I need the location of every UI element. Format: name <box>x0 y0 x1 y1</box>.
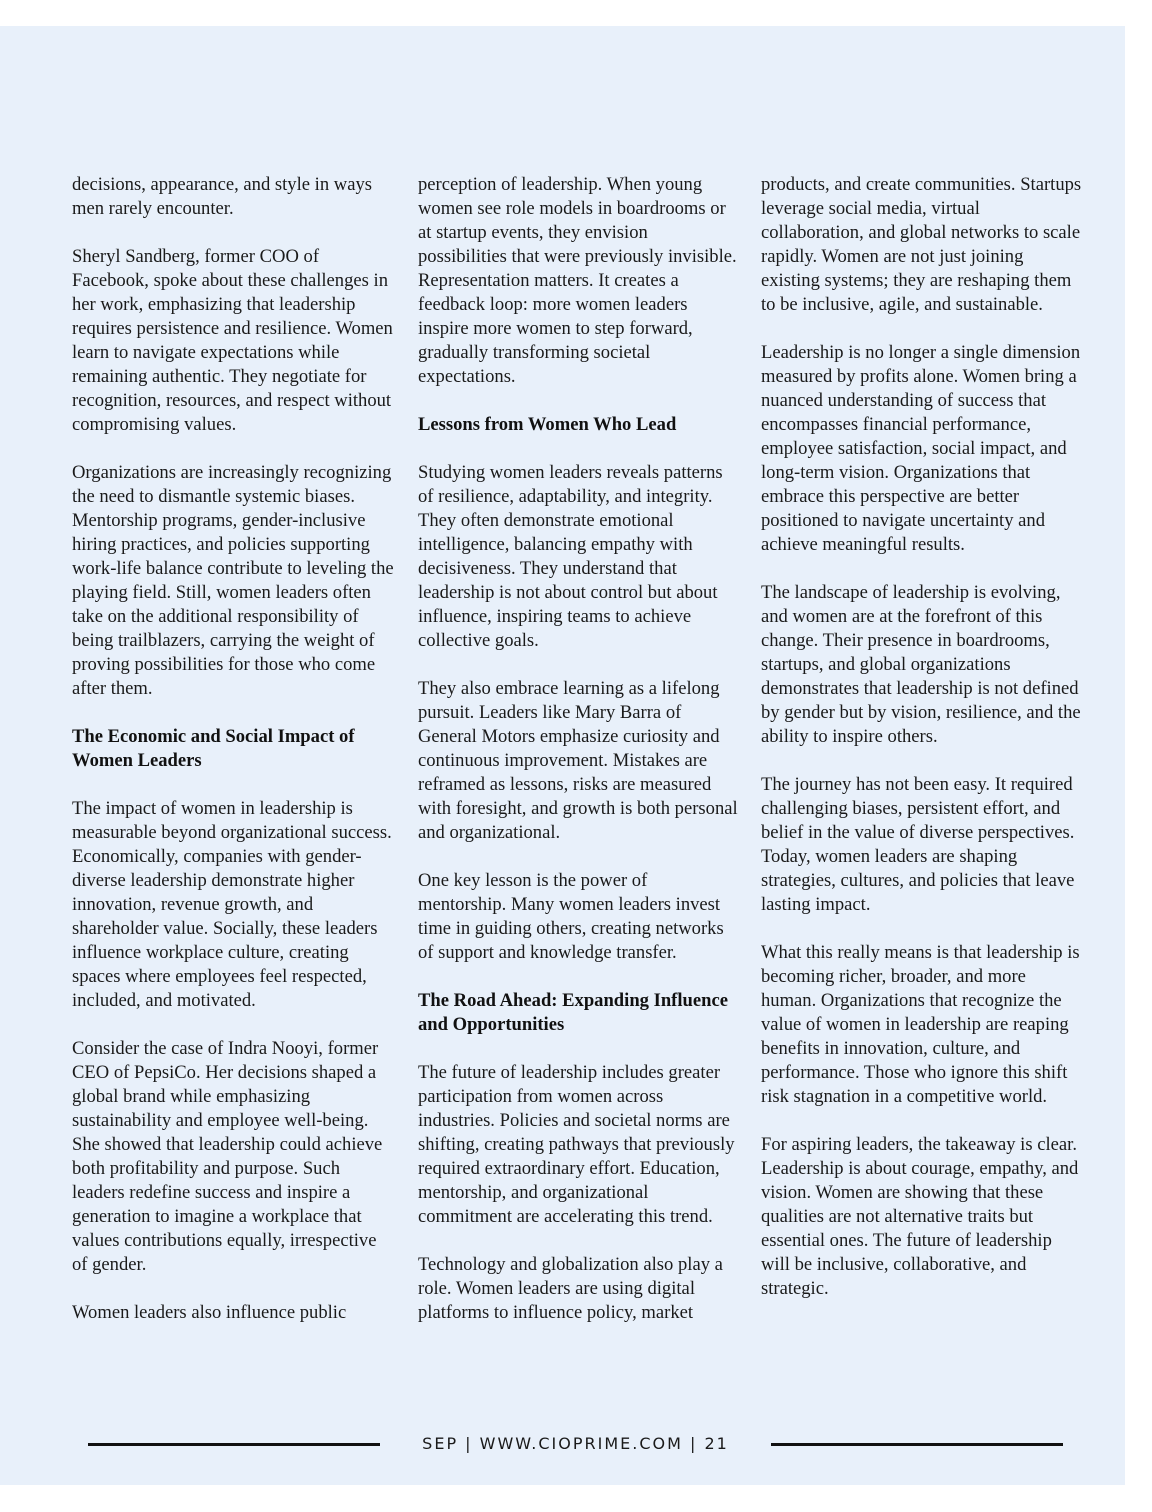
section-heading: The Road Ahead: Expanding Influence and Opportunities <box>418 990 728 1035</box>
paragraph: For aspiring leaders, the takeaway is clear. Leadership is about courage, empathy, and vision. Women are showing that these qualities are not alternative traits but essential ones. The future of leadership will be inclusive, collaborative, and strategic. <box>761 1134 1079 1299</box>
article-column-3 <box>761 173 1083 1325</box>
paragraph: Leadership is no longer a single dimension measured by profits alone. Women bring a nuanced understanding of success that encompasses financial performance, employee satisfaction, social impact, and long-term vision. Organizations that embrace this perspective are better positioned to navigate uncertainty and achieve meaningful results. <box>761 342 1081 555</box>
section-heading: The Economic and Social Impact of Women Leaders <box>72 726 355 771</box>
paragraph: Studying women leaders reveals patterns of resilience, adaptability, and integrity. They often demonstrate emotional intelligence, balancing empathy with decisiveness. They understand that leadership is not about control but about influence, inspiring teams to achieve collective goals. <box>418 462 723 651</box>
article-column-1 <box>72 173 394 1349</box>
article-column-2 <box>418 173 740 1349</box>
paragraph: Sheryl Sandberg, former COO of Facebook, spoke about these challenges in her work, emphasizing that leadership requires persistence and resilience. Women learn to navigate expectations while remaining authentic. They negotiate for recognition, resources, and respect without compromising values. <box>72 246 393 435</box>
paragraph: What this really means is that leadership is becoming richer, broader, and more human. Organizations that recognize the value of women in leadership are reaping benefits in innovation, culture, and performance. Those who ignore this shift risk stagnation in a competitive world. <box>761 942 1080 1107</box>
paragraph: Consider the case of Indra Nooyi, former CEO of PepsiCo. Her decisions shaped a global brand while emphasizing sustainability and employee well-being. She showed that leadership could achieve both profitability and purpose. Such leaders redefine success and inspire a generation to imagine a workplace that values contributions equally, irrespective of gender. <box>72 1038 383 1275</box>
paragraph: The landscape of leadership is evolving, and women are at the forefront of this change. Their presence in boardrooms, startups, and global organizations demonstrates that leadership is not defined by gender but by vision, resilience, and the ability to inspire others. <box>761 582 1081 747</box>
footer-page-info: SEP | WWW.CIOPRIME.COM | 21 <box>422 1434 729 1453</box>
paragraph: decisions, appearance, and style in ways men rarely encounter. <box>72 174 372 219</box>
paragraph: They also embrace learning as a lifelong pursuit. Leaders like Mary Barra of General Motors emphasize curiosity and continuous improvement. Mistakes are reframed as lessons, risks are measured with foresight, and growth is both personal and organizational. <box>418 678 738 843</box>
footer-divider-right <box>771 1443 1063 1446</box>
footer-divider-left <box>88 1443 380 1446</box>
paragraph: Women leaders also influence public <box>72 1302 347 1323</box>
paragraph: The impact of women in leadership is measurable beyond organizational success. Economically, companies with gender-diverse leadership demonstrate higher innovation, revenue growth, and shareholder value. Socially, these leaders influence workplace culture, creating spaces where employees feel respected, included, and motivated. <box>72 798 392 1011</box>
section-heading: Lessons from Women Who Lead <box>418 414 677 435</box>
paragraph: The future of leadership includes greater participation from women across industries. Policies and societal norms are shifting, creating pathways that previously required extraordinary effort. Education, mentorship, and organizational commitment are accelerating this trend. <box>418 1062 735 1227</box>
paragraph: Organizations are increasingly recognizing the need to dismantle systemic biases. Mentorship programs, gender-inclusive hiring practices, and policies supporting work-life balance contribute to leveling the playing field. Still, women leaders often take on the additional responsibility of being trailblazers, carrying the weight of proving possibilities for those who come after them. <box>72 462 394 699</box>
paragraph: Technology and globalization also play a role. Women leaders are using digital platforms to influence policy, market <box>418 1254 723 1323</box>
paragraph: perception of leadership. When young women see role models in boardrooms or at startup events, they envision possibilities that were previously invisible. Representation matters. It creates a feedback loop: more women leaders inspire more women to step forward, gradually transforming societal expectations. <box>418 174 737 387</box>
paragraph: The journey has not been easy. It required challenging biases, persistent effort, and belief in the value of diverse perspectives. Today, women leaders are shaping strategies, cultures, and policies that leave lasting impact. <box>761 774 1075 915</box>
paragraph: products, and create communities. Startups leverage social media, virtual collaboration, and global networks to scale rapidly. Women are not just joining existing systems; they are reshaping them to be inclusive, agile, and sustainable. <box>761 174 1082 315</box>
paragraph: One key lesson is the power of mentorship. Many women leaders invest time in guiding others, creating networks of support and knowledge transfer. <box>418 870 724 963</box>
